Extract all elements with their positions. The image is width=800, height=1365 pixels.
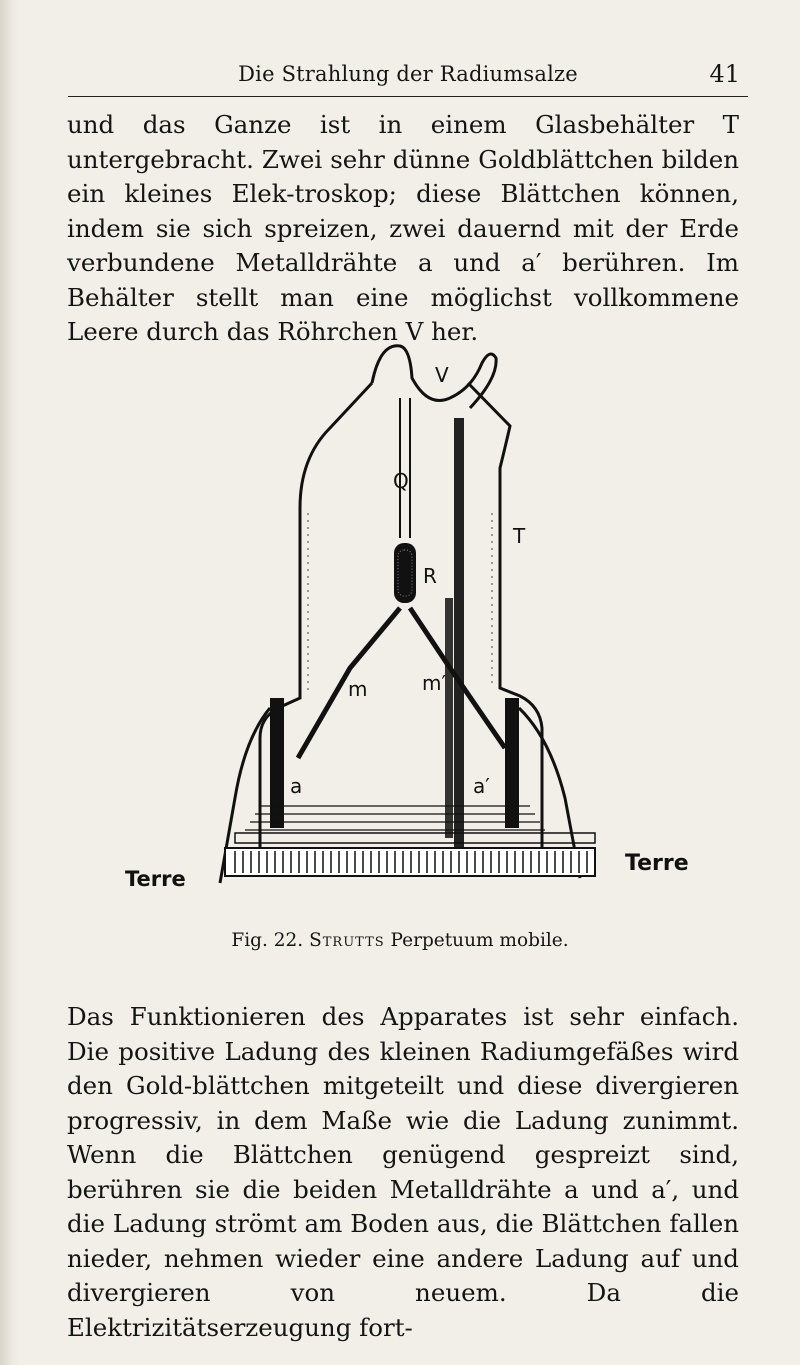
caption-author: Strutts xyxy=(309,930,385,951)
rod-shadow xyxy=(445,598,453,838)
paragraph-2: Das Funktionieren des Apparates ist sehr einfach. Die positive Ladung des kleinen Radiumgefäßes wird den Gold-blättchen mitgeteilt und diese divergieren progressiv, in dem Maße wie die Ladung zunimmt. Wenn die Blättchen genügend gespreizt sind, berühren sie die beiden Metalldrähte a und a′, und die Ladung strömt am Boden aus, die Blättchen fallen nieder, nehmen wieder eine andere Ladung auf und divergieren von neuem. Da die Elektrizitätserzeugung fort- xyxy=(67,1002,739,1342)
label-m: m xyxy=(348,677,368,701)
label-r: R xyxy=(423,564,437,588)
header-title: Die Strahlung der Radiumsalze xyxy=(238,62,578,86)
label-a-prime: a′ xyxy=(473,774,490,798)
label-a: a xyxy=(290,774,303,798)
page-number: 41 xyxy=(709,60,740,88)
quartz-tube xyxy=(400,398,410,538)
wire-a-prime xyxy=(505,698,519,828)
paragraph-1: und das Ganze ist in einem Glasbehälter T untergebracht. Zwei sehr dünne Goldblättchen bilden ein kleines Elek-troskop; diese Blättchen können, indem sie sich spreizen, zwei dauernd mit der Erde verbundene Metalldrähte a und a′ berühren. Im Behälter stellt man eine möglichst vollkommene Leere durch das Röhrchen V her. xyxy=(67,110,739,346)
glass-inner-line xyxy=(308,513,492,693)
radium-vessel xyxy=(394,543,416,603)
label-m-prime: m′ xyxy=(422,671,447,695)
central-rod xyxy=(454,418,464,858)
label-q: Q xyxy=(393,469,409,493)
apparatus-diagram xyxy=(110,338,710,913)
base-stripes xyxy=(245,806,545,830)
label-v: V xyxy=(435,363,449,387)
figure-apparatus xyxy=(110,338,710,913)
label-terre-right: Terre xyxy=(625,851,689,876)
running-header xyxy=(68,62,748,97)
page-edge-shadow xyxy=(0,0,20,1365)
caption-title: Perpetuum mobile. xyxy=(390,930,569,951)
wire-a xyxy=(270,698,284,828)
figure-caption xyxy=(0,930,800,951)
caption-figure-number: Fig. 22. xyxy=(231,930,304,951)
label-t: T xyxy=(513,524,526,548)
label-terre-left: Terre xyxy=(125,867,186,891)
